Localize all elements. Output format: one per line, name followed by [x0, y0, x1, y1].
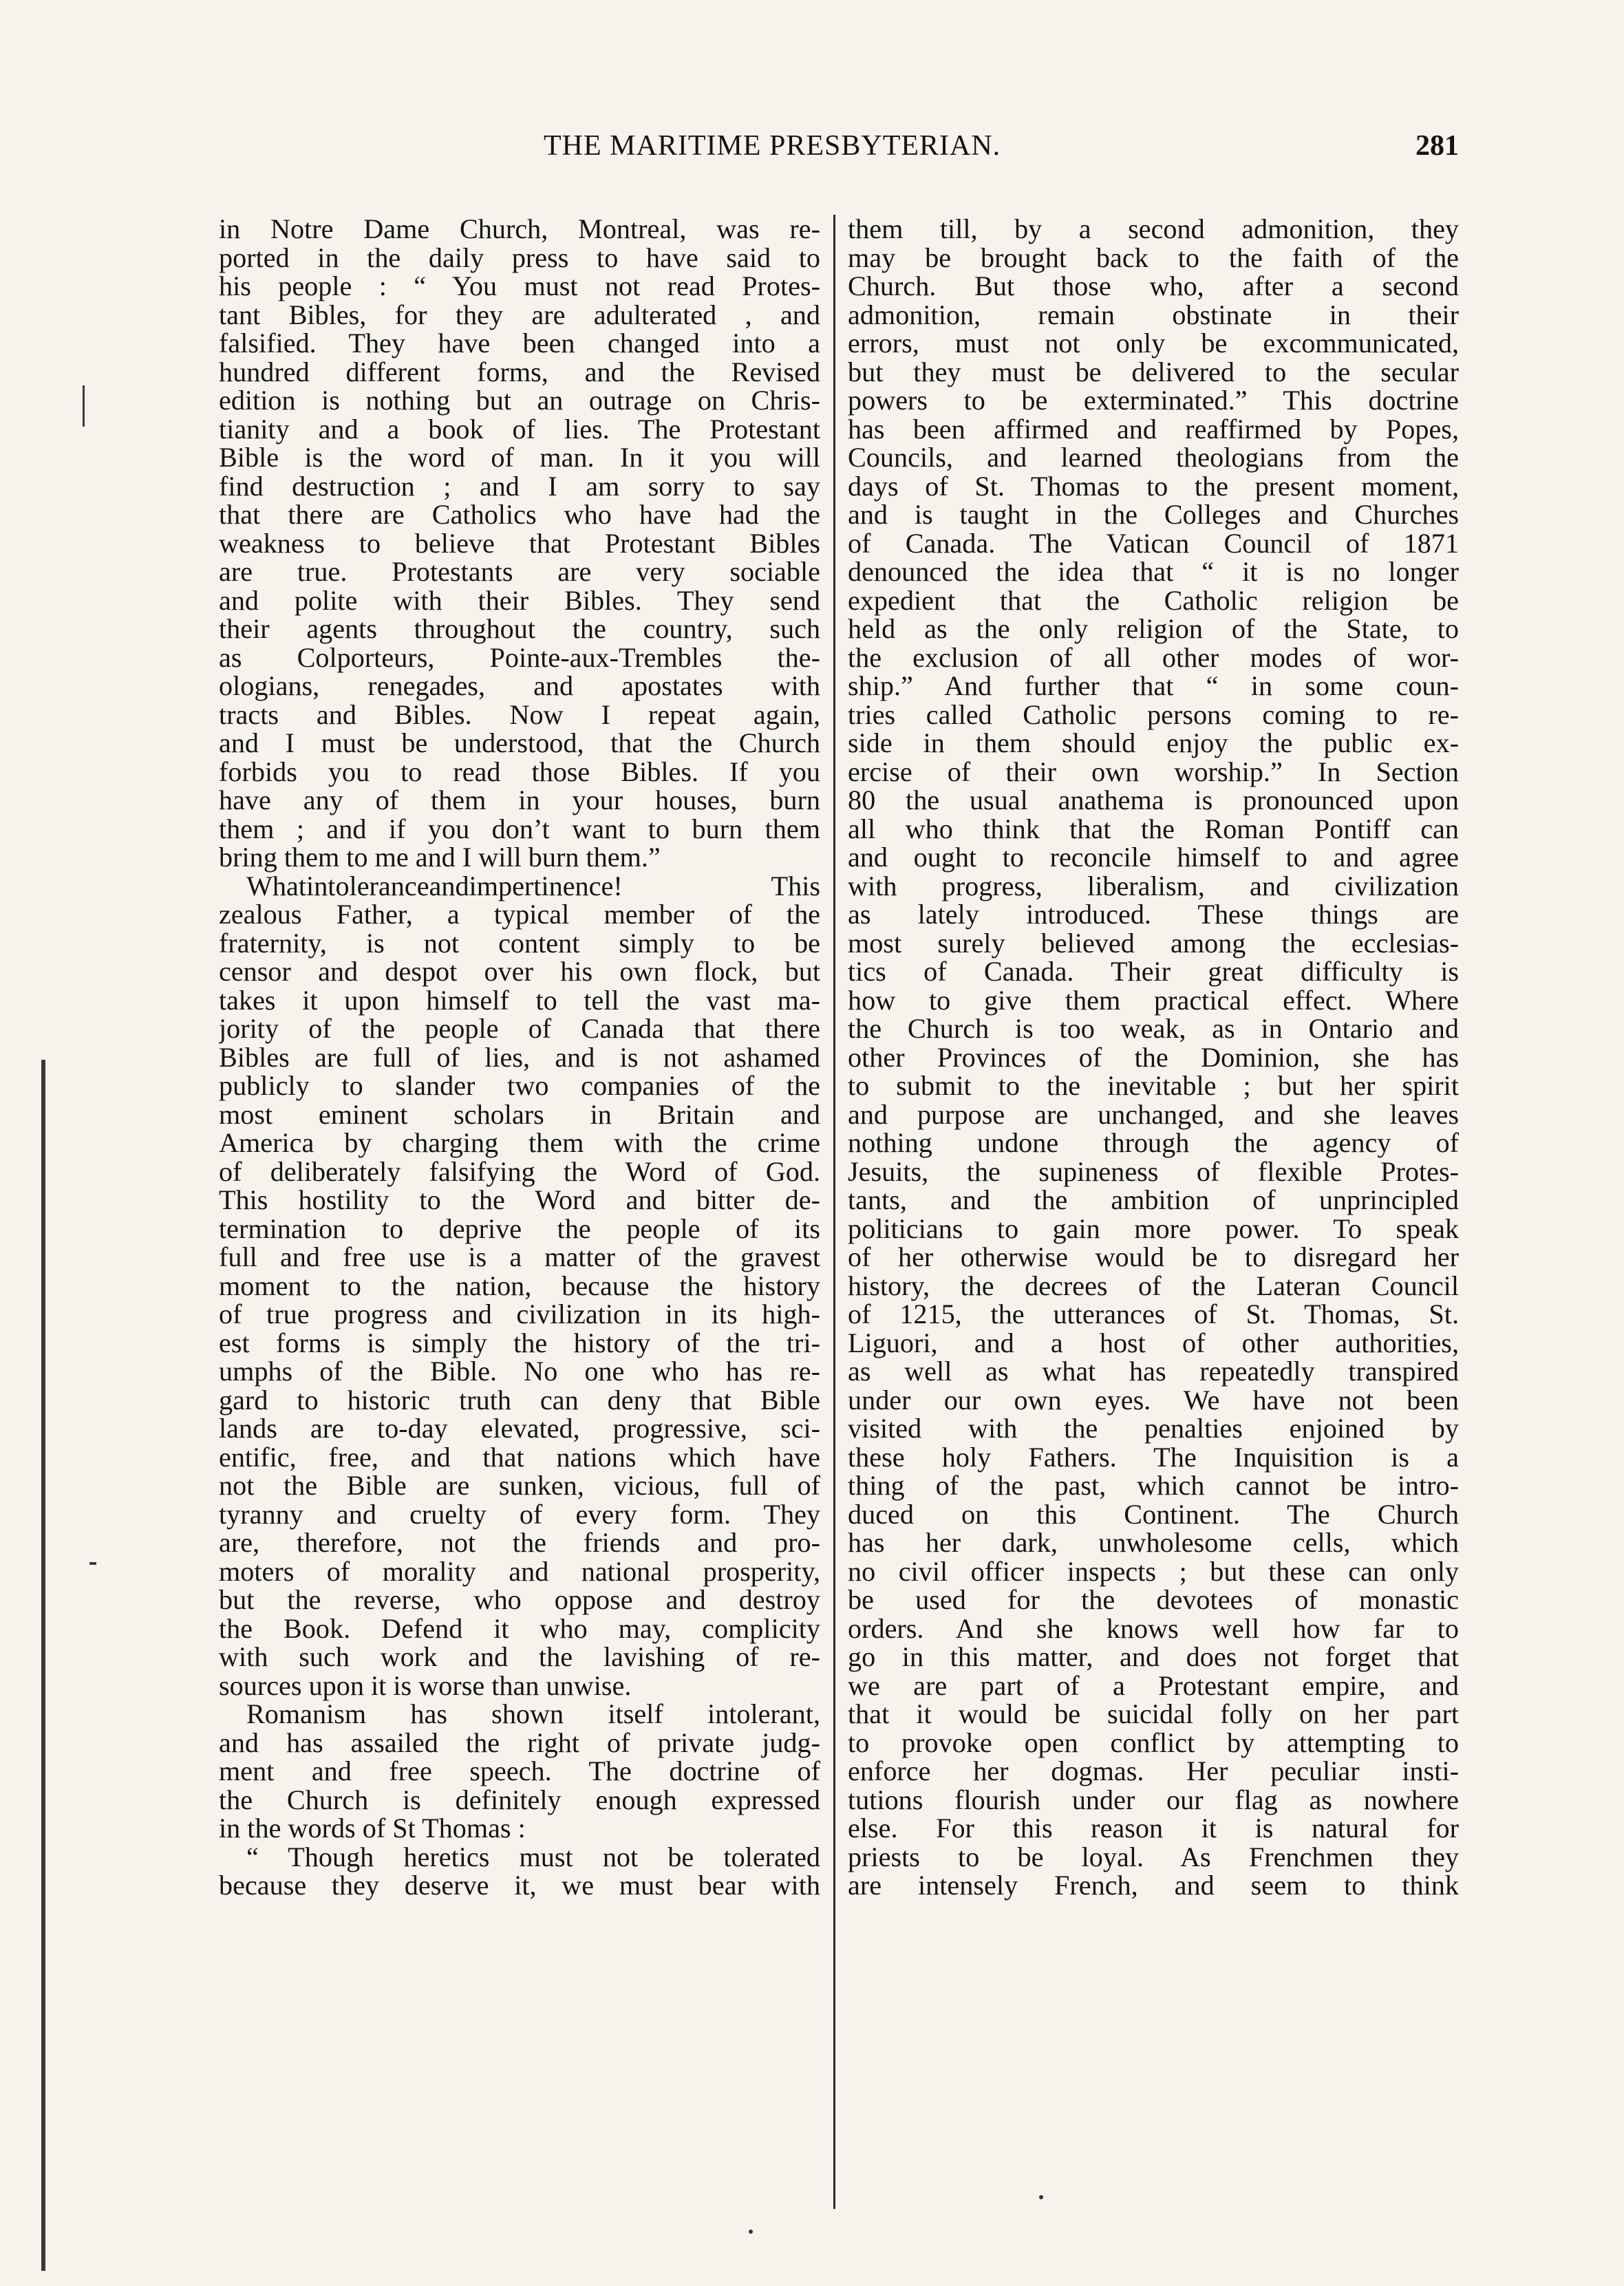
text-line: with progress, liberalism, and civilization: [848, 870, 1459, 901]
text-line: be used for the devotees of monastic: [848, 1584, 1459, 1615]
text-line: not the Bible are sunken, vicious, full of: [219, 1470, 820, 1501]
text-line: all who think that the Roman Pontiff can: [848, 813, 1459, 844]
text-line: errors, must not only be excommunicated,: [848, 328, 1459, 359]
text-line: nothing undone through the agency of: [848, 1127, 1459, 1158]
text-line: weakness to believe that Protestant Bibles: [219, 527, 820, 559]
text-line: may be brought back to the faith of the: [848, 242, 1459, 273]
text-line: are true. Protestants are very sociable: [219, 556, 820, 587]
text-line: forbids you to read those Bibles. If you: [219, 756, 820, 787]
text-line: Church. But those who, after a second: [848, 270, 1459, 301]
text-line: jority of the people of Canada that there: [219, 1013, 820, 1044]
text-line: Councils, and learned theologians from the: [848, 442, 1459, 473]
text-line: are, therefore, not the friends and pro-: [219, 1527, 820, 1558]
text-line: tant Bibles, for they are adulterated , and: [219, 299, 820, 330]
text-line: days of St. Thomas to the present moment,: [848, 470, 1459, 502]
text-line: expedient that the Catholic religion be: [848, 584, 1459, 616]
bottom-mark: [1039, 2195, 1043, 2199]
text-line: America by charging them with the crime: [219, 1127, 820, 1158]
text-line: tutions flourish under our flag as nowhere: [848, 1784, 1459, 1815]
text-line: politicians to gain more power. To speak: [848, 1213, 1459, 1244]
text-line: we are part of a Protestant empire, and: [848, 1669, 1459, 1701]
binding-edge-mark: [83, 385, 85, 427]
text-line: lands are to-day elevated, progressive, sci-: [219, 1413, 820, 1444]
text-line: priests to be loyal. As Frenchmen they: [848, 1841, 1459, 1872]
text-line: Liguori, and a host of other authorities,: [848, 1327, 1459, 1358]
text-line: denounced the idea that “ it is no longer: [848, 556, 1459, 587]
text-line: of Canada. The Vatican Council of 1871: [848, 527, 1459, 559]
text-line: of deliberately falsifying the Word of God.: [219, 1155, 820, 1187]
text-line: find destruction ; and I am sorry to say: [219, 470, 820, 502]
text-line: of 1215, the utterances of St. Thomas, St.: [848, 1299, 1459, 1329]
text-line: fraternity, is not content simply to be: [219, 927, 820, 959]
text-line: side in them should enjoy the public ex-: [848, 727, 1459, 758]
text-line: Romanism has shown itself intolerant,: [246, 1698, 820, 1729]
text-line: in the words of St Thomas :: [219, 1813, 526, 1844]
text-line: full and free use is a matter of the gravest: [219, 1241, 820, 1272]
text-line: other Provinces of the Dominion, she has: [848, 1041, 1459, 1073]
text-line: and has assailed the right of private judg-: [219, 1727, 820, 1758]
page-number: 281: [1415, 130, 1459, 162]
text-line: powers to be exterminated.” This doctrine: [848, 385, 1459, 416]
text-line: the exclusion of all other modes of wor-: [848, 641, 1459, 673]
text-line: duced on this Continent. The Church: [848, 1498, 1459, 1530]
text-line: ercise of their own worship.” In Section: [848, 756, 1459, 787]
text-line: tianity and a book of lies. The Protestant: [219, 413, 820, 445]
text-line: Bible is the word of man. In it you will: [219, 442, 820, 473]
text-line: but the reverse, who oppose and destroy: [219, 1584, 820, 1615]
text-line: but they must be delivered to the secular: [848, 356, 1459, 387]
text-line: no civil officer inspects ; but these can only: [848, 1555, 1459, 1587]
text-line: and is taught in the Colleges and Churches: [848, 499, 1459, 530]
text-line: the Church is definitely enough expressed: [219, 1784, 820, 1815]
text-line: else. For this reason it is natural for: [848, 1813, 1459, 1844]
text-line: publicly to slander two companies of the: [219, 1070, 820, 1101]
text-line: history, the decrees of the Lateran Council: [848, 1270, 1459, 1301]
text-line: because they deserve it, we must bear with: [219, 1870, 820, 1901]
text-line: in Notre Dame Church, Montreal, was re-: [219, 215, 820, 244]
text-line: his people : “ You must not read Protes-: [219, 270, 820, 301]
text-line: moters of morality and national prosperity,: [219, 1555, 820, 1587]
text-line: and I must be understood, that the Church: [219, 727, 820, 758]
text-line: est forms is simply the history of the tri-: [219, 1327, 820, 1358]
text-line: gard to historic truth can deny that Bible: [219, 1384, 820, 1416]
text-line: entific, free, and that nations which have: [219, 1441, 820, 1473]
text-line: as lately introduced. These things are: [848, 899, 1459, 930]
text-line: This hostility to the Word and bitter de-: [219, 1184, 820, 1215]
text-line: the Book. Defend it who may, complicity: [219, 1612, 820, 1644]
text-line: termination to deprive the people of its: [219, 1213, 820, 1244]
text-line: and purpose are unchanged, and she leaves: [848, 1098, 1459, 1130]
text-line: moment to the nation, because the history: [219, 1270, 820, 1301]
text-line: tants, and the ambition of unprincipled: [848, 1184, 1459, 1215]
right-text-column: [848, 215, 1459, 2210]
bottom-mark: [749, 2230, 753, 2234]
text-line: under our own eyes. We have not been: [848, 1384, 1459, 1416]
column-divider: [833, 215, 835, 2209]
text-line: and polite with their Bibles. They send: [219, 584, 820, 616]
text-line: them till, by a second admonition, they: [848, 215, 1459, 244]
text-line: “ Though heretics must not be tolerated: [246, 1841, 820, 1872]
text-line: to provoke open conflict by attempting to: [848, 1727, 1459, 1758]
text-line: and ought to reconcile himself to and agree: [848, 842, 1459, 873]
text-line: held as the only religion of the State, to: [848, 613, 1459, 644]
text-line: most surely believed among the ecclesias-: [848, 927, 1459, 959]
text-line: with such work and the lavishing of re-: [219, 1641, 820, 1672]
text-line: falsified. They have been changed into a: [219, 328, 820, 359]
text-line: as well as what has repeatedly transpired: [848, 1356, 1459, 1387]
text-line: Bibles are full of lies, and is not ashamed: [219, 1041, 820, 1073]
binding-edge-mark: [41, 1060, 45, 2271]
text-line: tracts and Bibles. Now I repeat again,: [219, 698, 820, 730]
text-line: the Church is too weak, as in Ontario and: [848, 1013, 1459, 1044]
text-line: these holy Fathers. The Inquisition is a: [848, 1441, 1459, 1473]
text-line: ment and free speech. The doctrine of: [219, 1755, 820, 1786]
left-text-column: [219, 215, 820, 2210]
text-line: has her dark, unwholesome cells, which: [848, 1527, 1459, 1558]
text-line: that it would be suicidal folly on her part: [848, 1698, 1459, 1729]
text-line: umphs of the Bible. No one who has re-: [219, 1356, 820, 1387]
text-line: sources upon it is worse than unwise.: [219, 1669, 632, 1701]
text-line: tics of Canada. Their great difficulty is: [848, 956, 1459, 987]
text-line: as Colporteurs, Pointe-aux-Trembles the-: [219, 641, 820, 673]
text-line: have any of them in your houses, burn: [219, 784, 820, 815]
text-line: their agents throughout the country, such: [219, 613, 820, 644]
text-line: to submit to the inevitable ; but her spirit: [848, 1070, 1459, 1101]
text-line: 80 the usual anathema is pronounced upon: [848, 784, 1459, 815]
text-line: of her otherwise would be to disregard her: [848, 1241, 1459, 1272]
text-line: tries called Catholic persons coming to re-: [848, 698, 1459, 730]
text-line: censor and despot over his own flock, but: [219, 956, 820, 987]
text-line: Whatintoleranceandimpertinence! This: [246, 870, 820, 901]
text-line: admonition, remain obstinate in their: [848, 299, 1459, 330]
text-line: enforce her dogmas. Her peculiar insti-: [848, 1755, 1459, 1786]
page-header: [206, 129, 1459, 171]
text-line: thing of the past, which cannot be intro-: [848, 1470, 1459, 1501]
text-line: them ; and if you don’t want to burn them: [219, 813, 820, 844]
binding-edge-mark: [89, 1562, 96, 1565]
text-line: ported in the daily press to have said to: [219, 242, 820, 273]
text-line: hundred different forms, and the Revised: [219, 356, 820, 387]
text-line: takes it upon himself to tell the vast ma-: [219, 984, 820, 1016]
text-line: visited with the penalties enjoined by: [848, 1413, 1459, 1444]
text-line: go in this matter, and does not forget that: [848, 1641, 1459, 1672]
text-line: bring them to me and I will burn them.”: [219, 842, 661, 873]
text-line: edition is nothing but an outrage on Chris-: [219, 385, 820, 416]
text-line: are intensely French, and seem to think: [848, 1870, 1459, 1901]
text-line: of true progress and civilization in its high-: [219, 1299, 820, 1329]
text-line: how to give them practical effect. Where: [848, 984, 1459, 1016]
running-title: THE MARITIME PRESBYTERIAN.: [544, 130, 1001, 162]
text-line: ship.” And further that “ in some coun-: [848, 670, 1459, 701]
text-line: tyranny and cruelty of every form. They: [219, 1498, 820, 1530]
text-line: orders. And she knows well how far to: [848, 1612, 1459, 1644]
text-line: most eminent scholars in Britain and: [219, 1098, 820, 1130]
text-line: Jesuits, the supineness of flexible Protes-: [848, 1155, 1459, 1187]
text-line: ologians, renegades, and apostates with: [219, 670, 820, 701]
text-line: zealous Father, a typical member of the: [219, 899, 820, 930]
text-line: has been affirmed and reaffirmed by Popes,: [848, 413, 1459, 445]
text-line: that there are Catholics who have had the: [219, 499, 820, 530]
